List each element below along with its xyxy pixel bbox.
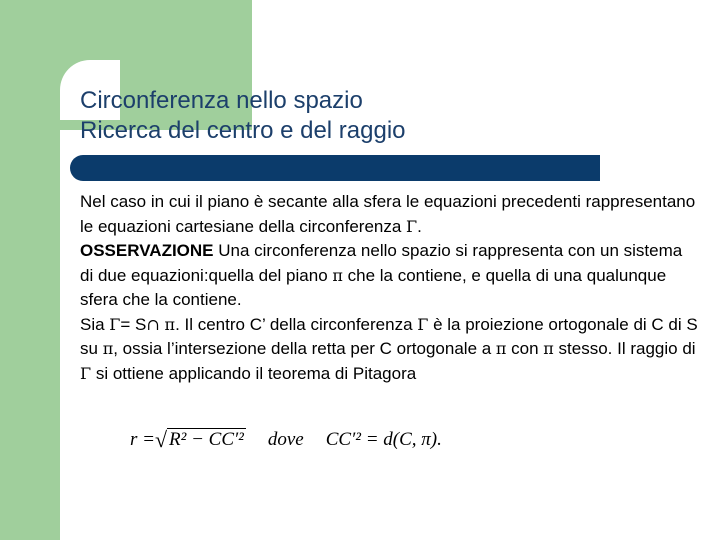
slide-title bbox=[80, 86, 406, 146]
formula-rhs: CC′² = d(C, π). bbox=[325, 429, 442, 450]
pi-symbol: π bbox=[164, 314, 176, 334]
title-line-1: Circonferenza nello spazio bbox=[80, 87, 363, 114]
pi-symbol: π bbox=[332, 265, 343, 285]
paragraph-center: Sia Γ= S∩ π. Il centro C’ della circonferenza Γ è la proiezione ortogonale di C di S su π, ossia l’intersezione della retta per C ortogonale a π con π stesso. Il raggio di Γ si ottiene applicando il teorema di Pitagora bbox=[80, 314, 698, 383]
observation-label: OSSERVAZIONE bbox=[80, 241, 214, 260]
gamma-symbol: Γ bbox=[109, 314, 121, 334]
radius-formula bbox=[130, 428, 442, 451]
paragraph-intro: Nel caso in cui il piano è secante alla sfera le equazioni precedenti rappresentano le equazioni cartesiane della circonferenza Γ. bbox=[80, 192, 696, 236]
gamma-symbol: Γ bbox=[80, 363, 92, 383]
paragraph-observation: OSSERVAZIONE Una circonferenza nello spazio si rappresenta con un sistema di due equazioni:quella del piano π che la contiene, e quella di una qualunque sfera che la contiene. bbox=[80, 241, 683, 309]
formula-lhs: r = bbox=[130, 429, 155, 450]
pi-symbol: π bbox=[495, 339, 507, 358]
pi-symbol: π bbox=[543, 339, 554, 358]
intersection-symbol: ∩ bbox=[146, 314, 160, 334]
background-green-left bbox=[0, 0, 60, 540]
pi-symbol: π bbox=[102, 339, 114, 358]
gamma-symbol: Γ bbox=[406, 216, 418, 236]
slide-body bbox=[80, 190, 700, 386]
square-root bbox=[155, 428, 246, 451]
formula-word: dove bbox=[267, 429, 304, 450]
formula-radicand: R² − CC′² bbox=[169, 429, 244, 450]
gamma-symbol: Γ bbox=[417, 314, 429, 334]
title-line-2: Ricerca del centro e del raggio bbox=[80, 117, 406, 144]
radical-sign: √ bbox=[154, 427, 168, 452]
title-underline-bar bbox=[70, 155, 600, 181]
